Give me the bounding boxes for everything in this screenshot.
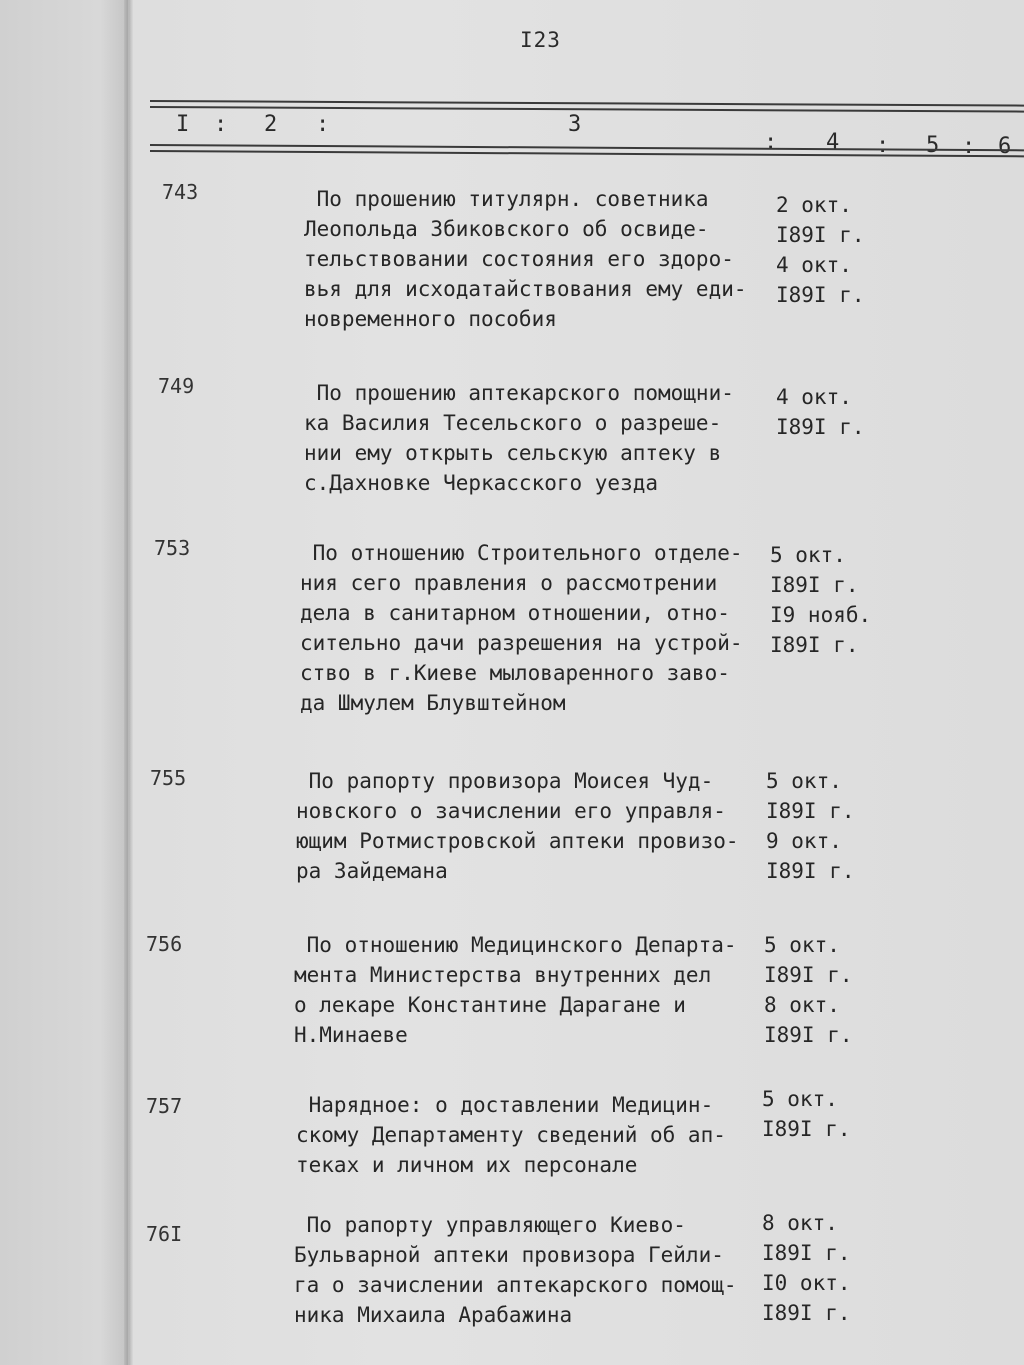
entry-dates: 2 окт. I89I г. 4 окт. I89I г. [776, 193, 865, 307]
entry-dates: 8 окт. I89I г. I0 окт. I89I г. [762, 1211, 851, 1325]
entry-description: Нарядное: о доставлении Медицин- скому Департаменту сведений об ап- теках и личном их персонале [296, 1093, 726, 1177]
column-header-2: 2 [264, 112, 278, 137]
entry-description: По отношению Медицинского Департа- мента Министерства внутренних дел о лекаре Константине Дарагане и Н.Минаеве [294, 933, 737, 1047]
entry-number: 76I [146, 1222, 183, 1246]
entry-number: 749 [158, 374, 195, 398]
column-header-4: 4 [826, 130, 840, 155]
entry-number: 743 [162, 180, 199, 204]
entry-number: 755 [150, 766, 187, 790]
entry-dates: 4 окт. I89I г. [776, 385, 865, 439]
entry-dates: 5 окт. I89I г. 9 окт. I89I г. [766, 769, 855, 883]
page-fold-shadow [124, 0, 134, 1365]
column-header-3: 3 [568, 112, 582, 137]
entry-number: 756 [146, 932, 183, 956]
page-number: I23 [520, 28, 561, 52]
column-header-5: 5 [926, 133, 940, 158]
entry-description: По отношению Строительного отделе- ния сего правления о рассмотрении дела в санитарном отношении, отно- сительно дачи разрешения на устрой- ство в г.Киеве мыловаренного заво- да Шмулем Блувштейном [300, 541, 743, 715]
entry-number: 757 [146, 1094, 183, 1118]
entry-dates: 5 окт. I89I г. I9 нояб. I89I г. [770, 543, 872, 657]
header-rule-top [150, 100, 1024, 107]
entry-number: 753 [154, 536, 191, 560]
column-header-6: 6 [998, 134, 1012, 159]
entry-dates: 5 окт. I89I г. [762, 1087, 851, 1141]
facing-page-edge [0, 0, 128, 1365]
entry-description: По рапорту провизора Моисея Чуд- новского о зачислении его управля- ющим Ротмистровской аптеки провизо- ра Зайдемана [296, 769, 739, 883]
entry-description: По прошению аптекарского помощни- ка Василия Тесельского о разреше- нии ему открыть сельскую аптеку в с.Дахновке Черкасского уезда [304, 381, 734, 495]
column-separator: : [962, 134, 976, 159]
column-separator: : [214, 112, 228, 137]
column-separator: : [876, 133, 890, 158]
entry-dates: 5 окт. I89I г. 8 окт. I89I г. [764, 933, 853, 1047]
column-header-1: I [176, 112, 190, 137]
column-separator: : [316, 112, 330, 137]
column-separator: : [764, 130, 778, 155]
entry-description: По прошению титулярн. советника Леопольда Збиковского об освиде- тельствовании состояния его здоро- вья для исходатайствования ему еди- новременного пособия [304, 187, 747, 331]
header-rule-top-double [150, 106, 1024, 113]
header-rule-bottom-double [150, 150, 1024, 157]
entry-description: По рапорту управляющего Киево- Бульварной аптеки провизора Гейли- га о зачислении аптекарского помощ- ника Михаила Арабажина [294, 1213, 737, 1327]
